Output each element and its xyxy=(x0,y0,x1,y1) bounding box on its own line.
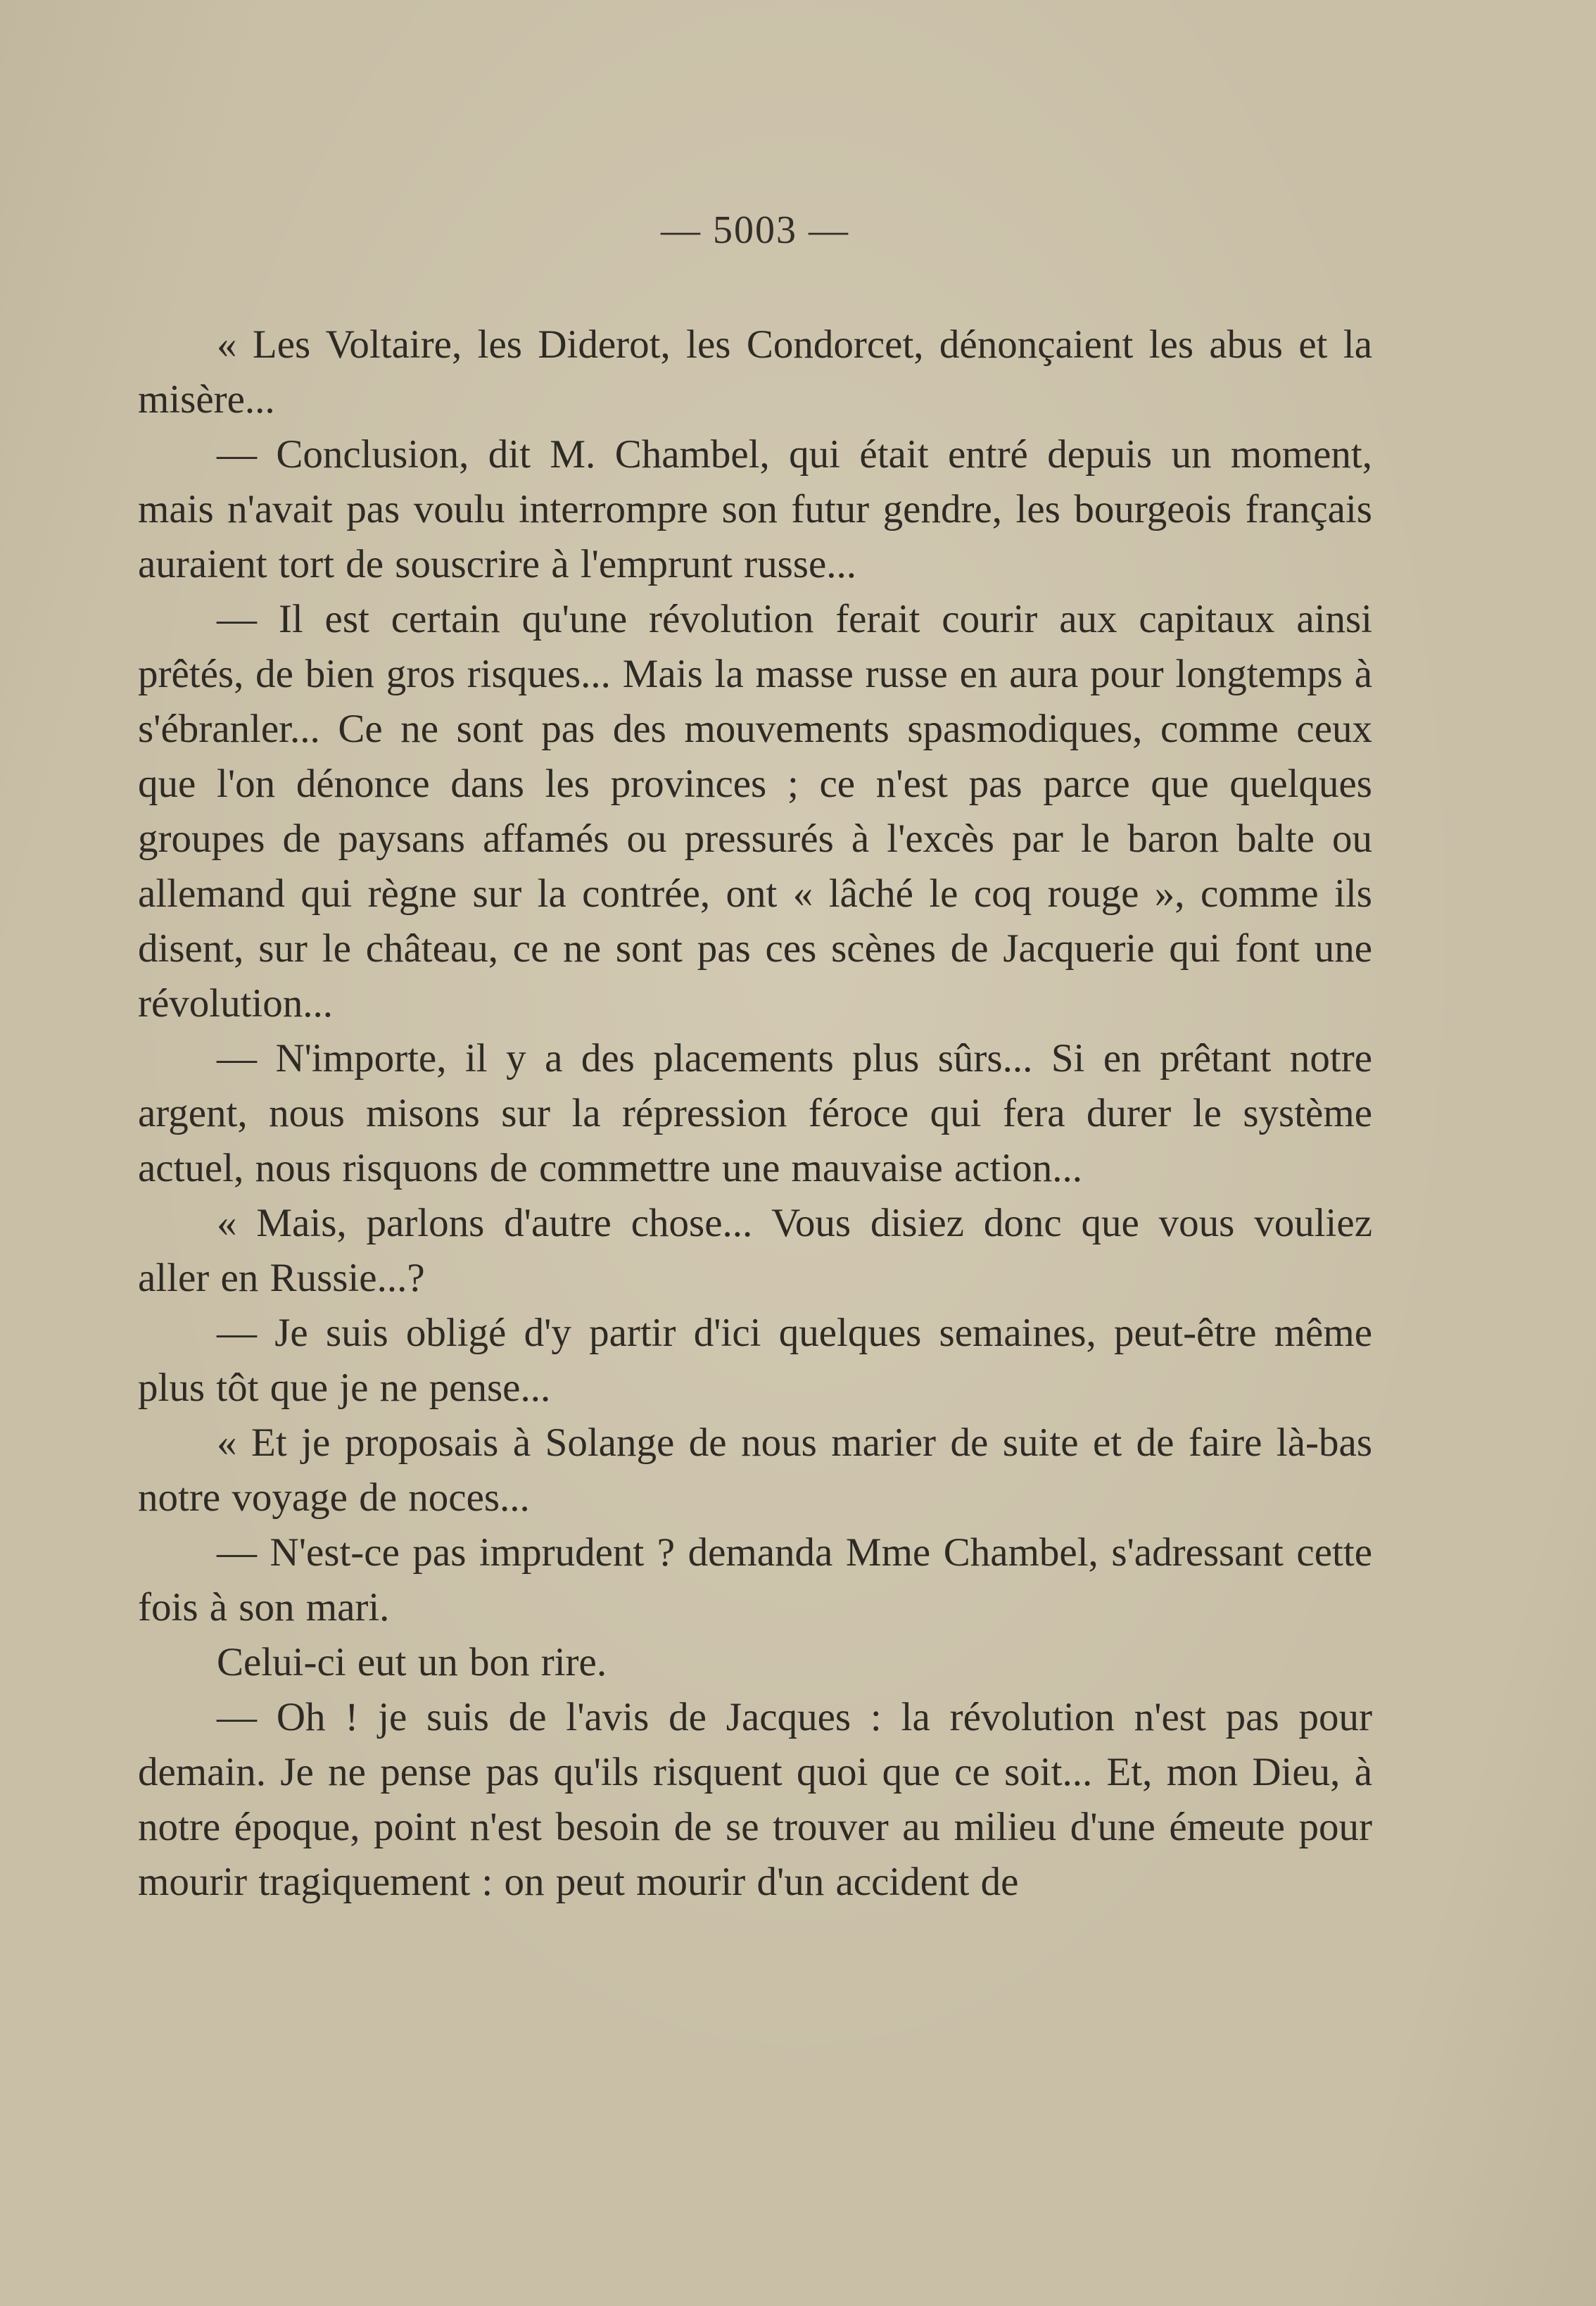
paragraph-dialogue: « Mais, parlons d'autre chose... Vous disiez donc que vous vouliez aller en Russie...? xyxy=(138,1201,1372,1300)
paragraph-dialogue: — Oh ! je suis de l'avis de Jacques : la révolution n'est pas pour demain. Je ne pense pas qu'ils risquent quoi que ce soit... Et, mon Dieu, à notre époque, point n'est besoin de se trouver au milieu d'une émeute pour mourir tragiquement : on peut mourir d'un accident de xyxy=(138,1695,1372,1904)
paragraph-dialogue: — N'est-ce pas imprudent ? demanda Mme Chambel, s'adressant cette fois à son mari. xyxy=(138,1530,1372,1630)
paragraph-narration: Celui-ci eut un bon rire. xyxy=(217,1640,607,1684)
paragraph-dialogue: — Je suis obligé d'y partir d'ici quelques semaines, peut-être même plus tôt que je ne pense... xyxy=(138,1311,1372,1410)
page-number: — 5003 — xyxy=(661,208,849,252)
text-block xyxy=(138,317,1372,1910)
paragraph-dialogue: — Conclusion, dit M. Chambel, qui était entré depuis un moment, mais n'avait pas voulu interrompre son futur gendre, les bourgeois français auraient tort de souscrire à l'emprunt russe... xyxy=(138,432,1372,586)
paragraph-dialogue: « Les Voltaire, les Diderot, les Condorcet, dénonçaient les abus et la misère... xyxy=(138,322,1372,422)
paragraph-dialogue: — Il est certain qu'une révolution ferait courir aux capitaux ainsi prêtés, de bien gros risques... Mais la masse russe en aura pour longtemps à s'ébranler... Ce ne sont pas des mouvements spasmodiques, comme ceux que l'on dénonce dans les provinces ; ce n'est pas parce que quelques groupes de paysans affamés ou pressurés à l'excès par le baron balte ou allemand qui règne sur la contrée, ont « lâché le coq rouge », comme ils disent, sur le château, ce ne sont pas ces scènes de Jacquerie qui font une révolution... xyxy=(138,597,1372,1026)
paragraph-dialogue: « Et je proposais à Solange de nous marier de suite et de faire là-bas notre voyage de noces... xyxy=(138,1420,1372,1520)
paragraph-dialogue: — N'importe, il y a des placements plus sûrs... Si en prêtant notre argent, nous misons sur la répression féroce qui fera durer le système actuel, nous risquons de commettre une mauvaise action... xyxy=(138,1036,1372,1190)
